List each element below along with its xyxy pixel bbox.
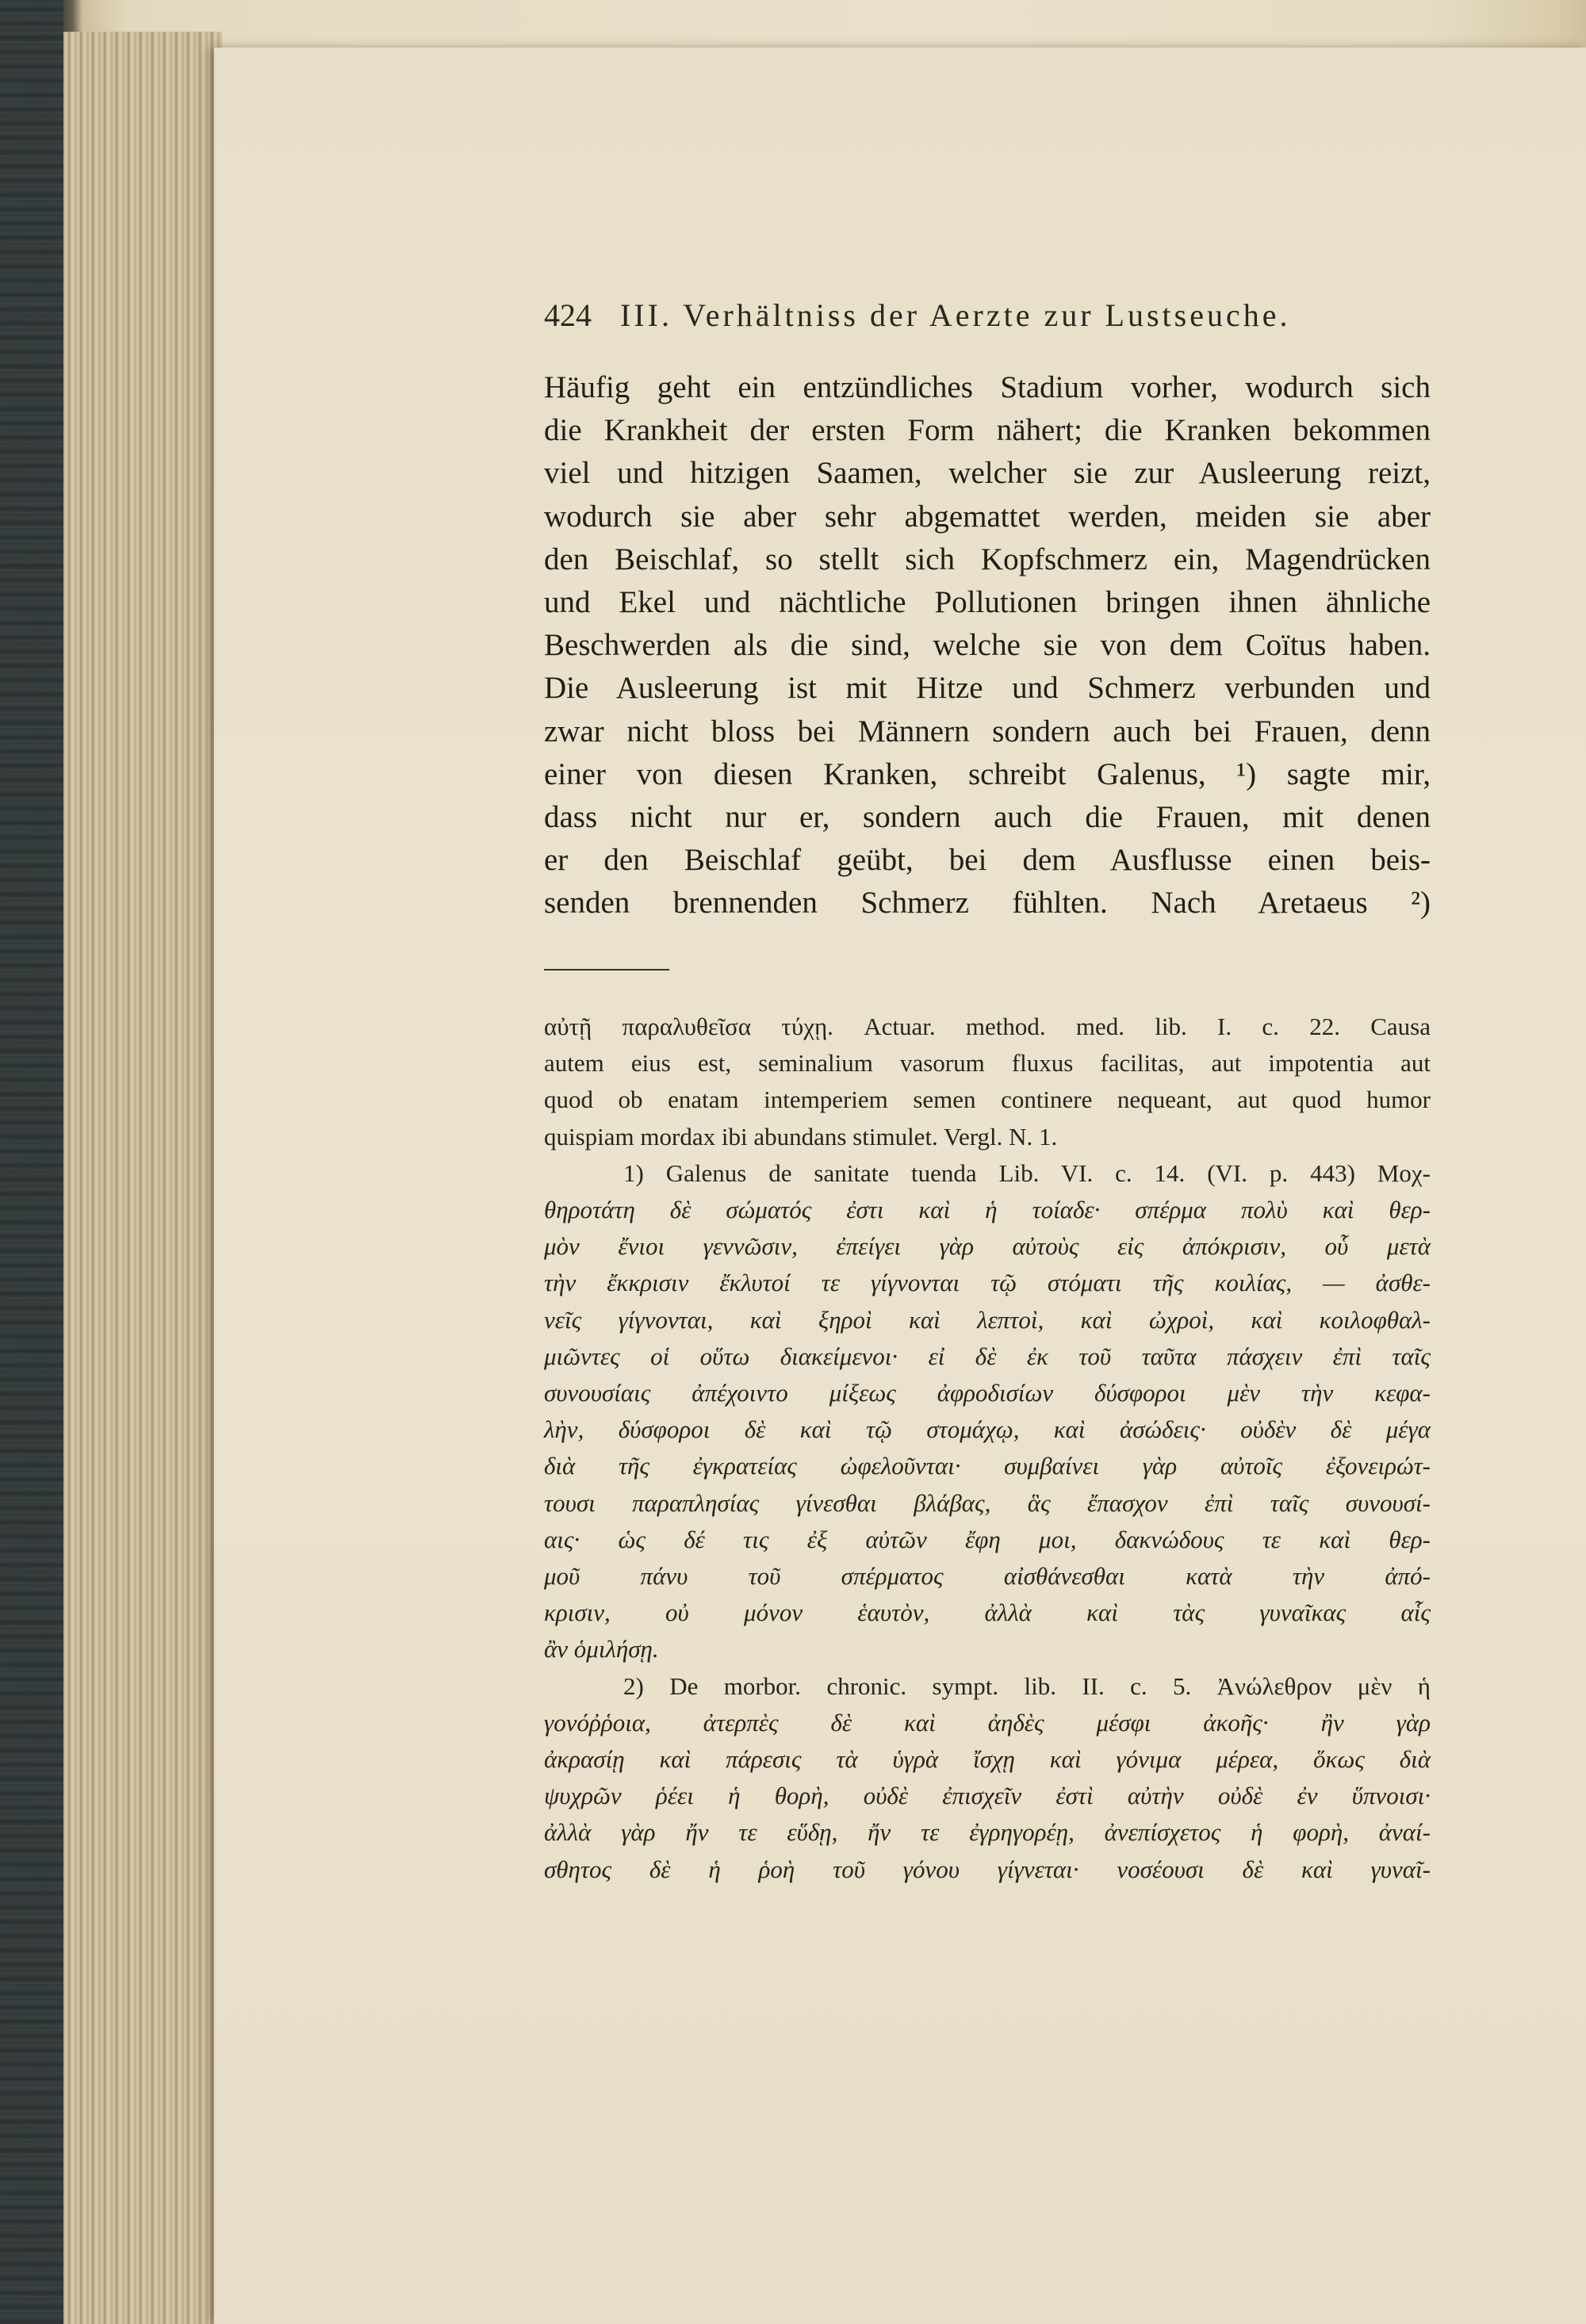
note-line: κρισιν, οὐ μόνον ἑαυτὸν, ἀλλὰ καὶ τὰς γυναῖκας αἷς xyxy=(544,1598,1431,1627)
note-line: σθητος δὲ ἡ ῥοὴ τοῦ γόνου γίγνεται· νοσέουσι δὲ καὶ γυναῖ- xyxy=(544,1855,1431,1883)
note-line: μοῦ πάνυ τοῦ σπέρματος αἰσθάνεσθαι κατὰ τὴν ἀπό- xyxy=(544,1562,1431,1591)
running-head-title: III. Verhältniss der Aerzte zur Lustseuche. xyxy=(620,297,1291,333)
note-line: γονόῤῥοια, ἀτερπὲς δὲ καὶ ἀηδὲς μέσφι ἀκοῆς· ἢν γὰρ xyxy=(544,1708,1431,1736)
body-line: zwar nicht bloss bei Männern sondern auch bei Frauen, denn xyxy=(544,714,1431,749)
body-line: die Krankheit der ersten Form nähert; die Kranken bekommen xyxy=(544,413,1431,448)
body-line: dass nicht nur er, sondern auch die Frauen, mit denen xyxy=(544,800,1431,835)
footnote-separator xyxy=(544,969,669,971)
body-line: er den Beischlaf geübt, bei dem Ausflusse einen beis- xyxy=(544,843,1431,878)
body-line: viel und hitzigen Saamen, welcher sie zur Ausleerung reizt, xyxy=(544,456,1431,491)
body-line: Beschwerden als die sind, welche sie von dem Coïtus haben. xyxy=(544,628,1431,663)
running-header xyxy=(544,297,1456,336)
note-line: ἀκρασίῃ καὶ πάρεσις τὰ ὑγρὰ ἴσχῃ καὶ γόνιμα μέρεα, ὅκως διὰ xyxy=(544,1745,1431,1774)
note-line: autem eius est, seminalium vasorum fluxus facilitas, aut impotentia aut xyxy=(544,1049,1431,1078)
note-line: θηροτάτη δὲ σώματός ἐστι καὶ ἡ τοίαδε· σπέρμα πολὺ καὶ θερ- xyxy=(544,1196,1431,1224)
note-line: ψυχρῶν ῥέει ἡ θορὴ, οὐδὲ ἐπισχεῖν ἐστὶ αὐτὴν οὐδὲ ἐν ὕπνοισι· xyxy=(544,1782,1431,1810)
note-line: συνουσίαις ἀπέχοιντο μίξεως ἀφροδισίων δύσφοροι μὲν τὴν κεφα- xyxy=(544,1379,1431,1407)
page-edges xyxy=(63,32,222,2324)
footnotes xyxy=(544,1009,1431,1888)
note-line: μιῶντες οἱ οὕτω διακείμενοι· εἰ δὲ ἐκ τοῦ ταῦτα πάσχειν ἐπὶ ταῖς xyxy=(544,1342,1431,1370)
note-line: quispiam mordax ibi abundans stimulet. Vergl. N. 1. xyxy=(544,1122,1058,1151)
body-line: und Ekel und nächtliche Pollutionen bringen ihnen ähnliche xyxy=(544,585,1431,620)
note-line: αὐτῇ παραλυθεῖσα τύχῃ. Actuar. method. med. lib. I. c. 22. Causa xyxy=(544,1013,1431,1040)
note-line: ἂν ὁμιλήσῃ. xyxy=(544,1635,659,1664)
note-line: ἀλλὰ γὰρ ἤν τε εὕδῃ, ἤν τε ἐγρηγορέῃ, ἀνεπίσχετος ἡ φορὴ, ἀναί- xyxy=(544,1818,1431,1847)
note-line: quod ob enatam intemperiem semen continere nequeant, aut quod humor xyxy=(544,1085,1431,1114)
body-line: Die Ausleerung ist mit Hitze und Schmerz verbunden und xyxy=(544,671,1431,706)
main-paragraph xyxy=(544,366,1431,925)
note-line: τὴν ἔκκρισιν ἔκλυτοί τε γίγνονται τῷ στόματι τῆς κοιλίας, — ἀσθε- xyxy=(544,1269,1431,1297)
note-line: 2) De morbor. chronic. sympt. lib. II. c. 5. Ἀνώλεθρον μὲν ἡ xyxy=(623,1671,1431,1700)
note-line: λὴν, δύσφοροι δὲ καὶ τῷ στομάχῳ, καὶ ἀσώδεις· οὐδὲν δὲ μέγα xyxy=(544,1415,1431,1444)
page-number: 424 xyxy=(544,297,592,333)
body-line: einer von diesen Kranken, schreibt Galenus, ¹) sagte mir, xyxy=(544,756,1431,791)
body-line: senden brennenden Schmerz fühlten. Nach Aretaeus ²) xyxy=(544,886,1431,921)
note-line: αις· ὡς δέ τις ἐξ αὐτῶν ἔφη μοι, δακνώδους τε καὶ θερ- xyxy=(544,1525,1431,1553)
body-line: wodurch sie aber sehr abgemattet werden, meiden sie aber xyxy=(544,499,1431,534)
body-line: Häufig geht ein entzündliches Stadium vorher, wodurch sich xyxy=(544,370,1431,404)
note-line: νεῖς γίγνονται, καὶ ξηροὶ καὶ λεπτοὶ, καὶ ὠχροὶ, καὶ κοιλοφθαλ- xyxy=(544,1305,1431,1334)
note-line: 1) Galenus de sanitate tuenda Lib. VI. c. 14. (VI. p. 443) Μοχ- xyxy=(623,1158,1431,1187)
note-line: τουσι παραπλησίας γίνεσθαι βλάβας, ἃς ἔπασχον ἐπὶ ταῖς συνουσί- xyxy=(544,1488,1431,1517)
note-line: διὰ τῆς ἐγκρατείας ὠφελοῦνται· συμβαίνει γὰρ αὐτοῖς ἐξονειρώτ- xyxy=(544,1452,1431,1480)
note-line: μὸν ἔνιοι γεννῶσιν, ἐπείγει γὰρ αὐτοὺς εἰς ἀπόκρισιν, οὗ μετὰ xyxy=(544,1232,1431,1261)
body-line: den Beischlaf, so stellt sich Kopfschmerz ein, Magendrücken xyxy=(544,542,1431,576)
book-cover-edge xyxy=(0,0,63,2324)
